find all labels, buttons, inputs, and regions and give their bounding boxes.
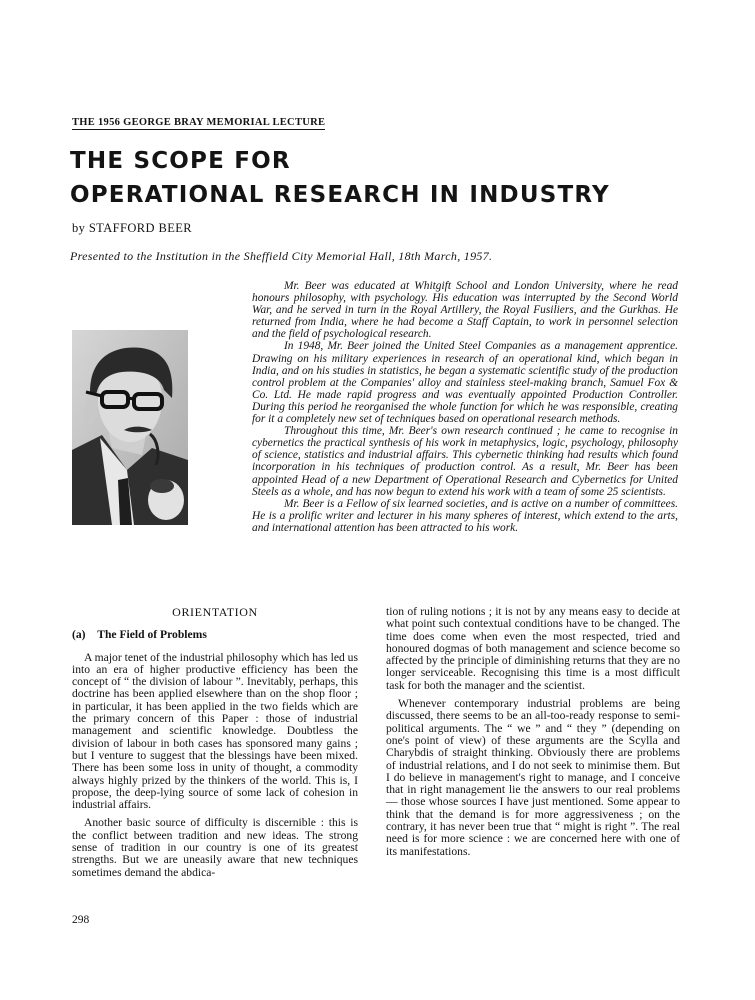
article-title-line-2: OPERATIONAL RESEARCH IN INDUSTRY [70,182,610,208]
bio-paragraph: Mr. Beer was educated at Whitgift School and London University, where he read honours philosophy, with psychology. His education was interrupted by the Second World War, and he served in turn in the Royal Artillery, the Royal Fusiliers, and the Gurkhas. He returned from India, where he had become a Staff Captain, to work in personnel selection and the field of psychological research. [252,280,678,341]
lecture-series-heading: THE 1956 GEORGE BRAY MEMORIAL LECTURE [72,117,326,128]
body-column-right [386,606,680,864]
subsection-number: (a) [72,628,86,642]
body-paragraph: tion of ruling notions ; it is not by any means easy to decide at what point such contextual conditions have to be changed. The time does come when even the most respected, tried and honoured dogmas of both management and science become so affected by the principle of diminishing returns that they are no longer serviceable. Recognising this time is a most difficult task for both the manager and the scientist. [386,605,680,692]
author-biography [252,280,678,534]
bio-paragraph: In 1948, Mr. Beer joined the United Steel Companies as a management apprentice. Drawing on his military experiences in research of an operational kind, which began in India, and on his studies in statistics, he began a systematic scientific study of the production control problem at the Companies' alloy and stainless steel-making branch, Samuel Fox & Co. Ltd. He made rapid progress and was eventually appointed Production Controller. During this period he reorganised the whole function for which he was responsible, creating for it a completely new set of techniques based on operational research methods. [252,340,678,426]
body-column-left [72,606,358,885]
body-paragraph: Whenever contemporary industrial problems are being discussed, there seems to be an all-too-ready response to semi-political arguments. The “ we ” and “ they ” (depending on one's point of view) of these arguments are the Scylla and Charybdis of straight thinking. Obviously there are problems of industrial relations, and I do not seek to minimise them. But I do believe in management's right to manage, and I conceive that in right management lie the answers to our real problems — those whose sources I have just mentioned. Some appear to think that the demand is for more aggressiveness ; on the contrary, it has never been true that “ might is right ”. The real need is for more science : we are concerned here with one of its manifestations. [386,697,680,858]
body-paragraph: A major tenet of the industrial philosophy which has led us into an era of higher productive efficiency has been the concept of “ the division of labour ”. Inevitably, perhaps, this doctrine has been applied elsewhere than on the shop floor ; in particular, it has been applied in the two fields which are the primary concern of this Paper : those of industrial management and scientific knowledge. Doubtless the division of labour in both cases has sponsored many gains ; but I venture to suggest that the blessings have been mixed. There has been some loss in unity of thought, a commodity always highly prized by the thinkers of the world. This is, I propose, the deep-lying source of some lack of cohesion in industrial affairs. [72,650,358,812]
bio-paragraph: Mr. Beer is a Fellow of six learned societies, and is active on a number of committees. He is a prolific writer and lecturer in his many spheres of interest, which extend to the arts, and international attention has been attracted to his work. [252,497,678,534]
section-heading: ORIENTATION [172,605,258,619]
subsection-heading [72,629,358,641]
author-byline: by STAFFORD BEER [72,221,193,235]
page-number: 298 [72,914,90,926]
author-portrait-photo [72,330,188,525]
portrait-image-icon [72,330,188,525]
article-title-line-1: THE SCOPE FOR [70,148,291,174]
presentation-note: Presented to the Institution in the Sheffield City Memorial Hall, 18th March, 1957. [70,249,493,263]
bio-paragraph: Throughout this time, Mr. Beer's own research continued ; he came to recognise in cybernetics the practical synthesis of his work in metaphysics, logic, psychology, philosophy of science, statistics and industrial affairs. This cybernetic thinking had results which found incorporation in his techniques of production control. As a result, Mr. Beer has been appointed Head of a new Department of Operational Research and Cybernetics for United Steels as a whole, and has now begun to extend his work with a team of some 25 scientists. [252,425,678,498]
subsection-title: The Field of Problems [97,628,207,642]
body-paragraph: Another basic source of difficulty is discernible : this is the conflict between tradition and new ideas. The strong sense of tradition in our country is one of its greatest strengths. But we are uneasily aware that new techniques sometimes demand the abdica- [72,816,358,879]
